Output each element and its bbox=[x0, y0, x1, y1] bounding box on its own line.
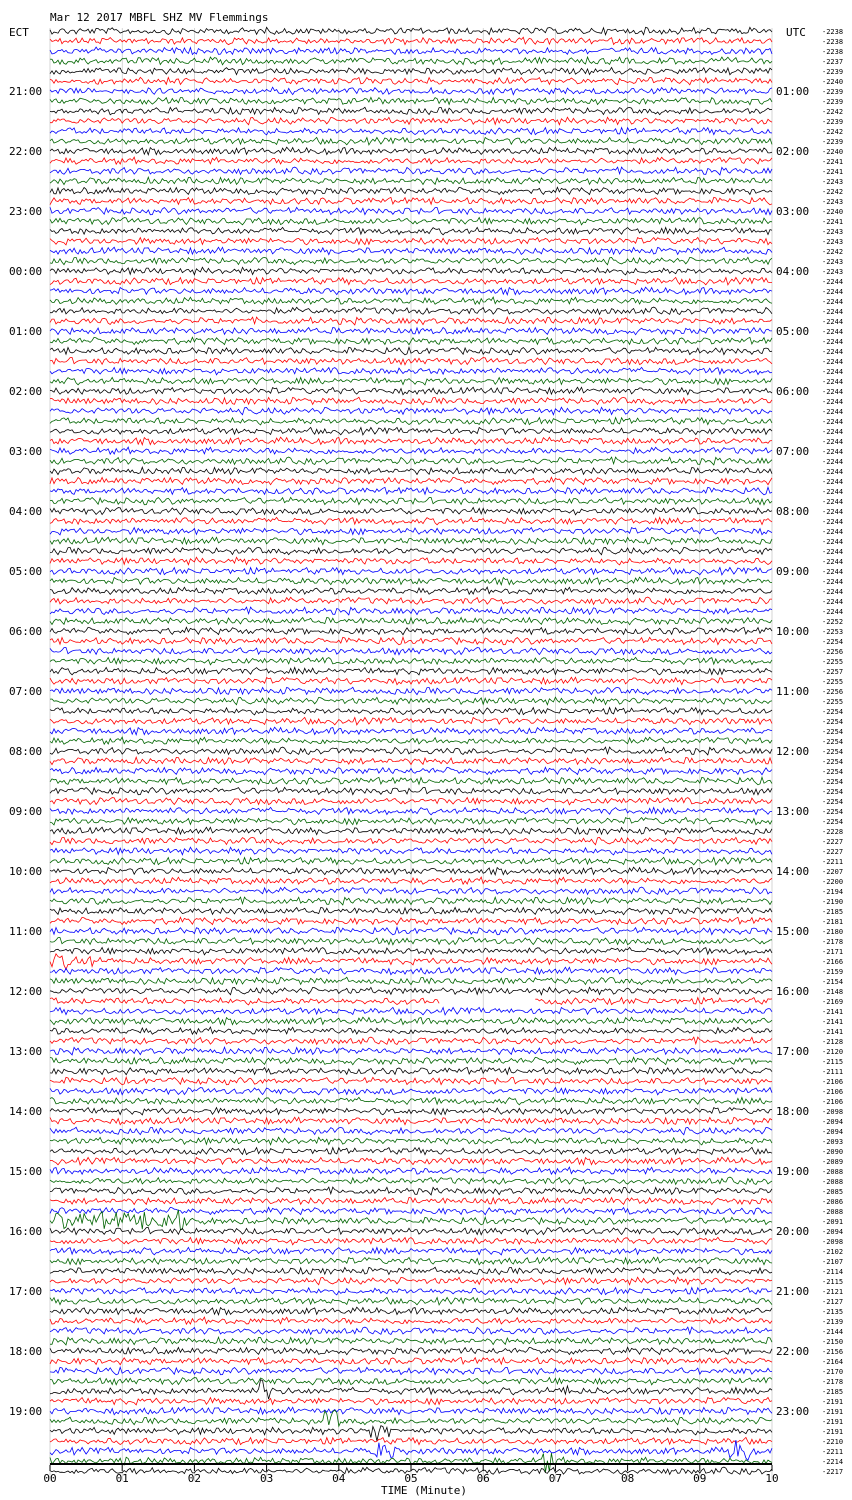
right-hour-label: 15:00 bbox=[776, 925, 810, 938]
trace-offset-label: -2244 bbox=[822, 598, 844, 606]
trace-offset-label: -2242 bbox=[822, 108, 844, 116]
trace-offset-label: -2239 bbox=[822, 98, 844, 106]
trace-offset-label: -2244 bbox=[822, 358, 844, 366]
trace-offset-label: -2217 bbox=[822, 1468, 844, 1476]
trace-offset-label: -2254 bbox=[822, 718, 844, 726]
trace-offset-label: -2241 bbox=[822, 158, 844, 166]
trace-offset-label: -2244 bbox=[822, 388, 844, 396]
trace-offset-label: -2239 bbox=[822, 68, 844, 76]
trace-offset-label: -2228 bbox=[822, 828, 844, 836]
trace-offset-label: -2244 bbox=[822, 588, 844, 596]
trace-offset-label: -2244 bbox=[822, 408, 844, 416]
trace-offset-label: -2243 bbox=[822, 198, 844, 206]
trace-offset-label: -2086 bbox=[822, 1198, 844, 1206]
chart-title: Mar 12 2017 MBFL SHZ MV Flemmings bbox=[50, 11, 269, 24]
trace-offset-label: -2238 bbox=[822, 38, 844, 46]
right-hour-label: 06:00 bbox=[776, 385, 810, 398]
trace-offset-label: -2144 bbox=[822, 1328, 844, 1336]
right-hour-label: 11:00 bbox=[776, 685, 810, 698]
trace-offset-label: -2244 bbox=[822, 418, 844, 426]
right-hour-label: 05:00 bbox=[776, 325, 810, 338]
trace-offset-label: -2128 bbox=[822, 1038, 844, 1046]
trace-offset-label: -2090 bbox=[822, 1148, 844, 1156]
trace-offset-label: -2237 bbox=[822, 58, 844, 66]
right-hour-label: 07:00 bbox=[776, 445, 810, 458]
trace-offset-label: -2244 bbox=[822, 478, 844, 486]
left-hour-label: 13:00 bbox=[9, 1045, 43, 1058]
trace-offset-label: -2254 bbox=[822, 738, 844, 746]
right-hour-label: 03:00 bbox=[776, 205, 810, 218]
trace-offset-label: -2171 bbox=[822, 948, 844, 956]
x-tick-label: 05 bbox=[404, 1472, 418, 1485]
trace-offset-label: -2094 bbox=[822, 1118, 844, 1126]
right-hour-label: 12:00 bbox=[776, 745, 810, 758]
left-hour-label: 15:00 bbox=[9, 1165, 43, 1178]
left-hour-label: 10:00 bbox=[9, 865, 43, 878]
trace-offset-labels bbox=[822, 28, 843, 1476]
trace-offset-label: -2244 bbox=[822, 298, 844, 306]
trace-offset-label: -2156 bbox=[822, 1348, 844, 1356]
trace-offset-label: -2185 bbox=[822, 1388, 844, 1396]
trace-offset-label: -2244 bbox=[822, 608, 844, 616]
trace-offset-label: -2180 bbox=[822, 928, 844, 936]
trace-offset-label: -2254 bbox=[822, 758, 844, 766]
trace-offset-label: -2089 bbox=[822, 1158, 844, 1166]
trace-offset-label: -2241 bbox=[822, 218, 844, 226]
right-hour-label: 08:00 bbox=[776, 505, 810, 518]
trace-offset-label: -2239 bbox=[822, 138, 844, 146]
trace-offset-label: -2239 bbox=[822, 118, 844, 126]
right-hour-label: 20:00 bbox=[776, 1225, 810, 1238]
trace-offset-label: -2244 bbox=[822, 328, 844, 336]
trace-offset-label: -2244 bbox=[822, 278, 844, 286]
trace-offset-label: -2141 bbox=[822, 1018, 844, 1026]
trace-offset-label: -2098 bbox=[822, 1108, 844, 1116]
trace-offset-label: -2256 bbox=[822, 648, 844, 656]
trace-offset-label: -2094 bbox=[822, 1228, 844, 1236]
trace-offset-label: -2244 bbox=[822, 498, 844, 506]
left-hour-labels bbox=[9, 85, 42, 1418]
right-hour-label: 17:00 bbox=[776, 1045, 810, 1058]
x-tick-label: 02 bbox=[187, 1472, 202, 1485]
trace-offset-label: -2210 bbox=[822, 1438, 844, 1446]
trace-offset-label: -2093 bbox=[822, 1138, 844, 1146]
trace-offset-label: -2244 bbox=[822, 378, 844, 386]
trace-offset-label: -2107 bbox=[822, 1258, 844, 1266]
trace-offset-label: -2254 bbox=[822, 788, 844, 796]
trace-offset-label: -2244 bbox=[822, 368, 844, 376]
trace-offset-label: -2244 bbox=[822, 458, 844, 466]
trace-offset-label: -2244 bbox=[822, 528, 844, 536]
trace-offset-label: -2255 bbox=[822, 678, 844, 686]
right-hour-label: 10:00 bbox=[776, 625, 810, 638]
right-hour-labels bbox=[776, 85, 809, 1418]
trace-offset-label: -2244 bbox=[822, 288, 844, 296]
left-hour-label: 07:00 bbox=[9, 685, 43, 698]
trace-offset-label: -2244 bbox=[822, 348, 844, 356]
left-hour-label: 14:00 bbox=[9, 1105, 43, 1118]
trace-offset-label: -2242 bbox=[822, 248, 844, 256]
trace-offset-label: -2185 bbox=[822, 908, 844, 916]
trace-offset-label: -2106 bbox=[822, 1088, 844, 1096]
trace-offset-label: -2115 bbox=[822, 1278, 844, 1286]
trace-offset-label: -2120 bbox=[822, 1048, 844, 1056]
trace-offset-label: -2166 bbox=[822, 958, 844, 966]
trace-offset-label: -2244 bbox=[822, 558, 844, 566]
trace-offset-label: -2207 bbox=[822, 868, 844, 876]
x-tick-label: 10 bbox=[765, 1472, 779, 1485]
trace-offset-label: -2150 bbox=[822, 1338, 844, 1346]
trace-offset-label: -2106 bbox=[822, 1078, 844, 1086]
left-hour-label: 23:00 bbox=[9, 205, 43, 218]
trace-offset-label: -2085 bbox=[822, 1188, 844, 1196]
right-hour-label: 02:00 bbox=[776, 145, 810, 158]
left-hour-label: 16:00 bbox=[9, 1225, 43, 1238]
trace-offset-label: -2214 bbox=[822, 1458, 844, 1466]
trace-offset-label: -2088 bbox=[822, 1178, 844, 1186]
trace-offset-label: -2244 bbox=[822, 578, 844, 586]
left-hour-label: 01:00 bbox=[9, 325, 43, 338]
trace-offset-label: -2238 bbox=[822, 28, 844, 36]
trace-offset-label: -2238 bbox=[822, 48, 844, 56]
trace-offset-label: -2159 bbox=[822, 968, 844, 976]
x-tick-label: 06 bbox=[476, 1472, 490, 1485]
trace-offset-label: -2169 bbox=[822, 998, 844, 1006]
x-axis-bar bbox=[50, 1463, 772, 1465]
trace-offset-label: -2148 bbox=[822, 988, 844, 996]
trace-offset-label: -2088 bbox=[822, 1168, 844, 1176]
trace-offset-label: -2242 bbox=[822, 188, 844, 196]
trace-offset-label: -2244 bbox=[822, 508, 844, 516]
trace-offset-label: -2257 bbox=[822, 668, 844, 676]
x-axis-title: TIME (Minute) bbox=[380, 1484, 468, 1497]
right-hour-label: 09:00 bbox=[776, 565, 810, 578]
right-hour-label: 13:00 bbox=[776, 805, 810, 818]
trace-offset-label: -2254 bbox=[822, 808, 844, 816]
right-hour-label: 04:00 bbox=[776, 265, 810, 278]
trace-offset-label: -2127 bbox=[822, 1298, 844, 1306]
trace-offset-label: -2194 bbox=[822, 888, 844, 896]
trace-offset-label: -2141 bbox=[822, 1028, 844, 1036]
trace-offset-label: -2115 bbox=[822, 1058, 844, 1066]
trace-offset-label: -2254 bbox=[822, 638, 844, 646]
left-hour-label: 17:00 bbox=[9, 1285, 43, 1298]
left-hour-label: 22:00 bbox=[9, 145, 43, 158]
trace-offset-label: -2164 bbox=[822, 1358, 844, 1366]
trace-offset-label: -2244 bbox=[822, 318, 844, 326]
left-hour-label: 00:00 bbox=[9, 265, 43, 278]
trace-offset-label: -2243 bbox=[822, 228, 844, 236]
trace-offset-label: -2139 bbox=[822, 1318, 844, 1326]
trace-offset-label: -2242 bbox=[822, 128, 844, 136]
trace-offset-label: -2244 bbox=[822, 548, 844, 556]
trace-offset-label: -2252 bbox=[822, 618, 844, 626]
trace-offset-label: -2088 bbox=[822, 1208, 844, 1216]
trace-offset-label: -2243 bbox=[822, 178, 844, 186]
trace-offset-label: -2191 bbox=[822, 1428, 844, 1436]
left-hour-label: 08:00 bbox=[9, 745, 43, 758]
x-tick-label: 03 bbox=[259, 1472, 274, 1485]
trace-offset-label: -2244 bbox=[822, 338, 844, 346]
x-tick-label: 09 bbox=[693, 1472, 707, 1485]
x-tick-label: 01 bbox=[115, 1472, 129, 1485]
left-hour-label: 12:00 bbox=[9, 985, 43, 998]
left-hour-label: 05:00 bbox=[9, 565, 43, 578]
right-hour-label: 21:00 bbox=[776, 1285, 810, 1298]
trace-offset-label: -2244 bbox=[822, 538, 844, 546]
trace-offset-label: -2191 bbox=[822, 1408, 844, 1416]
left-hour-label: 04:00 bbox=[9, 505, 43, 518]
left-hour-label: 11:00 bbox=[9, 925, 43, 938]
left-hour-label: 06:00 bbox=[9, 625, 43, 638]
trace-offset-label: -2178 bbox=[822, 938, 844, 946]
trace-offset-label: -2191 bbox=[822, 1418, 844, 1426]
trace-offset-label: -2200 bbox=[822, 878, 844, 886]
trace-offset-label: -2240 bbox=[822, 208, 844, 216]
right-hour-label: 16:00 bbox=[776, 985, 810, 998]
x-tick-label: 08 bbox=[620, 1472, 635, 1485]
trace-offset-label: -2239 bbox=[822, 88, 844, 96]
trace-offset-label: -2181 bbox=[822, 918, 844, 926]
trace-offset-label: -2141 bbox=[822, 1008, 844, 1016]
trace-offset-label: -2227 bbox=[822, 848, 844, 856]
trace-offset-label: -2244 bbox=[822, 468, 844, 476]
trace-offset-label: -2254 bbox=[822, 768, 844, 776]
right-hour-label: 19:00 bbox=[776, 1165, 810, 1178]
trace-offset-label: -2121 bbox=[822, 1288, 844, 1296]
trace-offset-label: -2114 bbox=[822, 1268, 844, 1276]
trace-offset-label: -2244 bbox=[822, 518, 844, 526]
x-tick-label: 04 bbox=[332, 1472, 346, 1485]
trace-offset-label: -2244 bbox=[822, 438, 844, 446]
trace-offset-label: -2244 bbox=[822, 428, 844, 436]
trace-offset-label: -2244 bbox=[822, 448, 844, 456]
trace-offset-label: -2211 bbox=[822, 858, 844, 866]
x-axis bbox=[43, 1463, 778, 1485]
trace-offset-label: -2191 bbox=[822, 1398, 844, 1406]
left-hour-label: 18:00 bbox=[9, 1345, 43, 1358]
trace-offset-label: -2091 bbox=[822, 1218, 844, 1226]
trace-offset-label: -2170 bbox=[822, 1368, 844, 1376]
right-hour-label: 18:00 bbox=[776, 1105, 810, 1118]
trace-offset-label: -2243 bbox=[822, 268, 844, 276]
right-hour-label: 22:00 bbox=[776, 1345, 810, 1358]
trace-offset-label: -2244 bbox=[822, 568, 844, 576]
trace-offset-label: -2106 bbox=[822, 1098, 844, 1106]
trace-offset-label: -2240 bbox=[822, 78, 844, 86]
trace-offset-label: -2256 bbox=[822, 688, 844, 696]
trace-offset-label: -2255 bbox=[822, 658, 844, 666]
trace-offset-label: -2241 bbox=[822, 168, 844, 176]
trace-offset-label: -2243 bbox=[822, 238, 844, 246]
trace-offset-label: -2243 bbox=[822, 258, 844, 266]
trace-offset-label: -2254 bbox=[822, 748, 844, 756]
trace-offset-label: -2253 bbox=[822, 628, 844, 636]
x-tick-label: 00 bbox=[43, 1472, 57, 1485]
trace-offset-label: -2178 bbox=[822, 1378, 844, 1386]
trace-offset-label: -2254 bbox=[822, 708, 844, 716]
x-tick-label: 07 bbox=[548, 1472, 563, 1485]
trace-offset-label: -2244 bbox=[822, 488, 844, 496]
left-hour-label: 03:00 bbox=[9, 445, 43, 458]
left-timezone-label: ECT bbox=[9, 26, 29, 39]
left-hour-label: 21:00 bbox=[9, 85, 43, 98]
left-hour-label: 02:00 bbox=[9, 385, 43, 398]
trace-offset-label: -2111 bbox=[822, 1068, 844, 1076]
trace-offset-label: -2244 bbox=[822, 308, 844, 316]
trace-offset-label: -2094 bbox=[822, 1128, 844, 1136]
trace-offset-label: -2244 bbox=[822, 398, 844, 406]
trace-offset-label: -2254 bbox=[822, 818, 844, 826]
right-timezone-label: UTC bbox=[786, 26, 806, 39]
trace-offset-label: -2135 bbox=[822, 1308, 844, 1316]
trace-offset-label: -2254 bbox=[822, 798, 844, 806]
left-hour-label: 09:00 bbox=[9, 805, 43, 818]
right-hour-label: 01:00 bbox=[776, 85, 810, 98]
trace-offset-label: -2211 bbox=[822, 1448, 844, 1456]
trace-offset-label: -2190 bbox=[822, 898, 844, 906]
trace-offset-label: -2227 bbox=[822, 838, 844, 846]
trace-offset-label: -2240 bbox=[822, 148, 844, 156]
minute-gridlines bbox=[50, 28, 772, 1481]
trace-offset-label: -2254 bbox=[822, 728, 844, 736]
trace-offset-label: -2102 bbox=[822, 1248, 844, 1256]
trace-offset-label: -2098 bbox=[822, 1238, 844, 1246]
left-hour-label: 19:00 bbox=[9, 1405, 43, 1418]
right-hour-label: 23:00 bbox=[776, 1405, 810, 1418]
right-hour-label: 14:00 bbox=[776, 865, 810, 878]
trace-offset-label: -2254 bbox=[822, 778, 844, 786]
trace-offset-label: -2154 bbox=[822, 978, 844, 986]
trace-offset-label: -2255 bbox=[822, 698, 844, 706]
